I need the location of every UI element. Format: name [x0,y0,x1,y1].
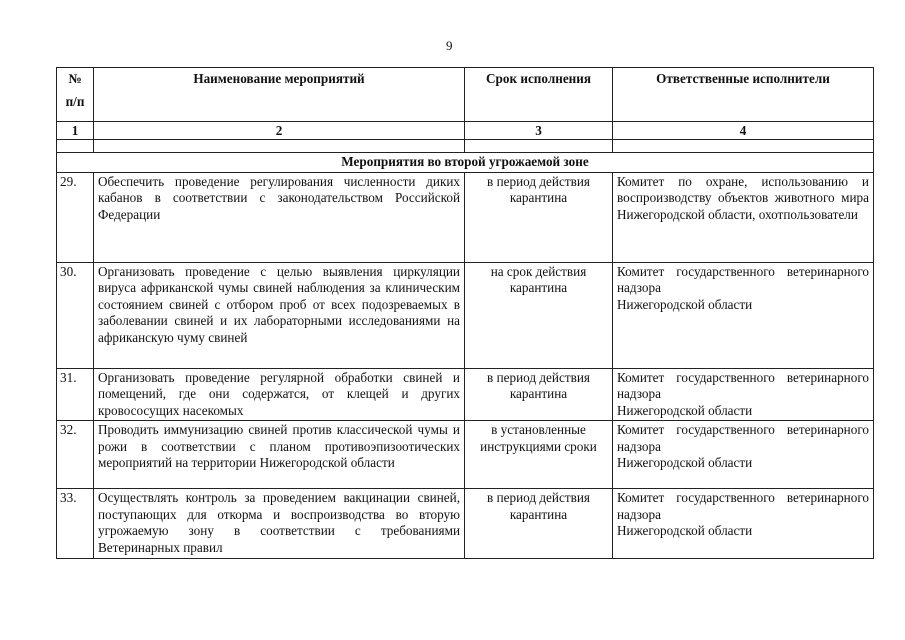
responsible-region: Нижегородской области [617,523,753,538]
header-num-sub: п/п [65,93,85,109]
table-row [57,421,874,489]
row-activity: Осуществлять контроль за проведением вакцинации свиней, поступающих для откорма и воспроизводства во вторую угрожаемую зону в соответствии с требованиями Ветеринарных правил [94,489,465,559]
responsible-text: Комитет государственного ветеринарного надзора [617,490,869,522]
header-term: Срок исполнения [465,68,613,122]
table-row [57,489,874,559]
row-term: в установленные инструкциями сроки [465,421,613,489]
table-row [57,262,874,368]
spacer-row [57,140,874,153]
responsible-region: Нижегородской области [617,296,753,312]
page-number: 9 [446,38,453,53]
row-activity: Организовать проведение регулярной обработки свиней и помещений, где они содержатся, от клещей и других кровососущих насекомых [94,368,465,421]
row-activity: Обеспечить проведение регулирования численности диких кабанов в соответствии с законодательством Российской Федерации [94,172,465,262]
row-number: 32. [57,421,94,489]
col-number: 3 [465,122,613,140]
row-responsible [613,368,874,421]
row-responsible: Комитет по охране, использованию и воспроизводству объектов животного мира Нижегородской области, охотпользователи [613,172,874,262]
header-name: Наименование мероприятий [94,68,465,122]
responsible-text: Комитет государственного ветеринарного надзора [617,369,869,401]
col-number: 1 [57,122,94,140]
row-responsible [613,489,874,559]
responsible-region: Нижегородской области [617,402,753,418]
row-responsible [613,421,874,489]
row-number: 29. [57,172,94,262]
responsible-text: Комитет государственного ветеринарного надзора [617,422,869,454]
table-row [57,172,874,262]
activities-table [56,67,874,559]
row-activity: Проводить иммунизацию свиней против классической чумы и рожи в соответствии с планом противоэпизоотических мероприятий на территории Нижегородской области [94,421,465,489]
table-header-row [57,68,874,122]
header-num-symbol: № [68,71,82,86]
header-num [57,68,94,122]
row-number: 30. [57,262,94,368]
table-row [57,368,874,421]
row-term: в период действия карантина [465,172,613,262]
col-number: 4 [613,122,874,140]
row-number: 31. [57,368,94,421]
row-number: 33. [57,489,94,559]
row-term: в период действия карантина [465,368,613,421]
section-row [57,153,874,173]
section-title: Мероприятия во второй угрожаемой зоне [57,153,874,173]
column-number-row [57,122,874,140]
col-number: 2 [94,122,465,140]
row-responsible [613,262,874,368]
responsible-region: Нижегородской области [617,455,753,470]
row-term: на срок действия карантина [465,262,613,368]
row-term: в период действия карантина [465,489,613,559]
responsible-text: Комитет государственного ветеринарного надзора [617,263,869,295]
row-activity: Организовать проведение с целью выявления циркуляции вируса африканской чумы свиней наблюдения за клиническим состоянием свиней с отбором проб от всех подозреваемых в заболевании свиней и их лабораторными исследованиями на африканскую чуму свиней [94,262,465,368]
header-resp: Ответственные исполнители [613,68,874,122]
